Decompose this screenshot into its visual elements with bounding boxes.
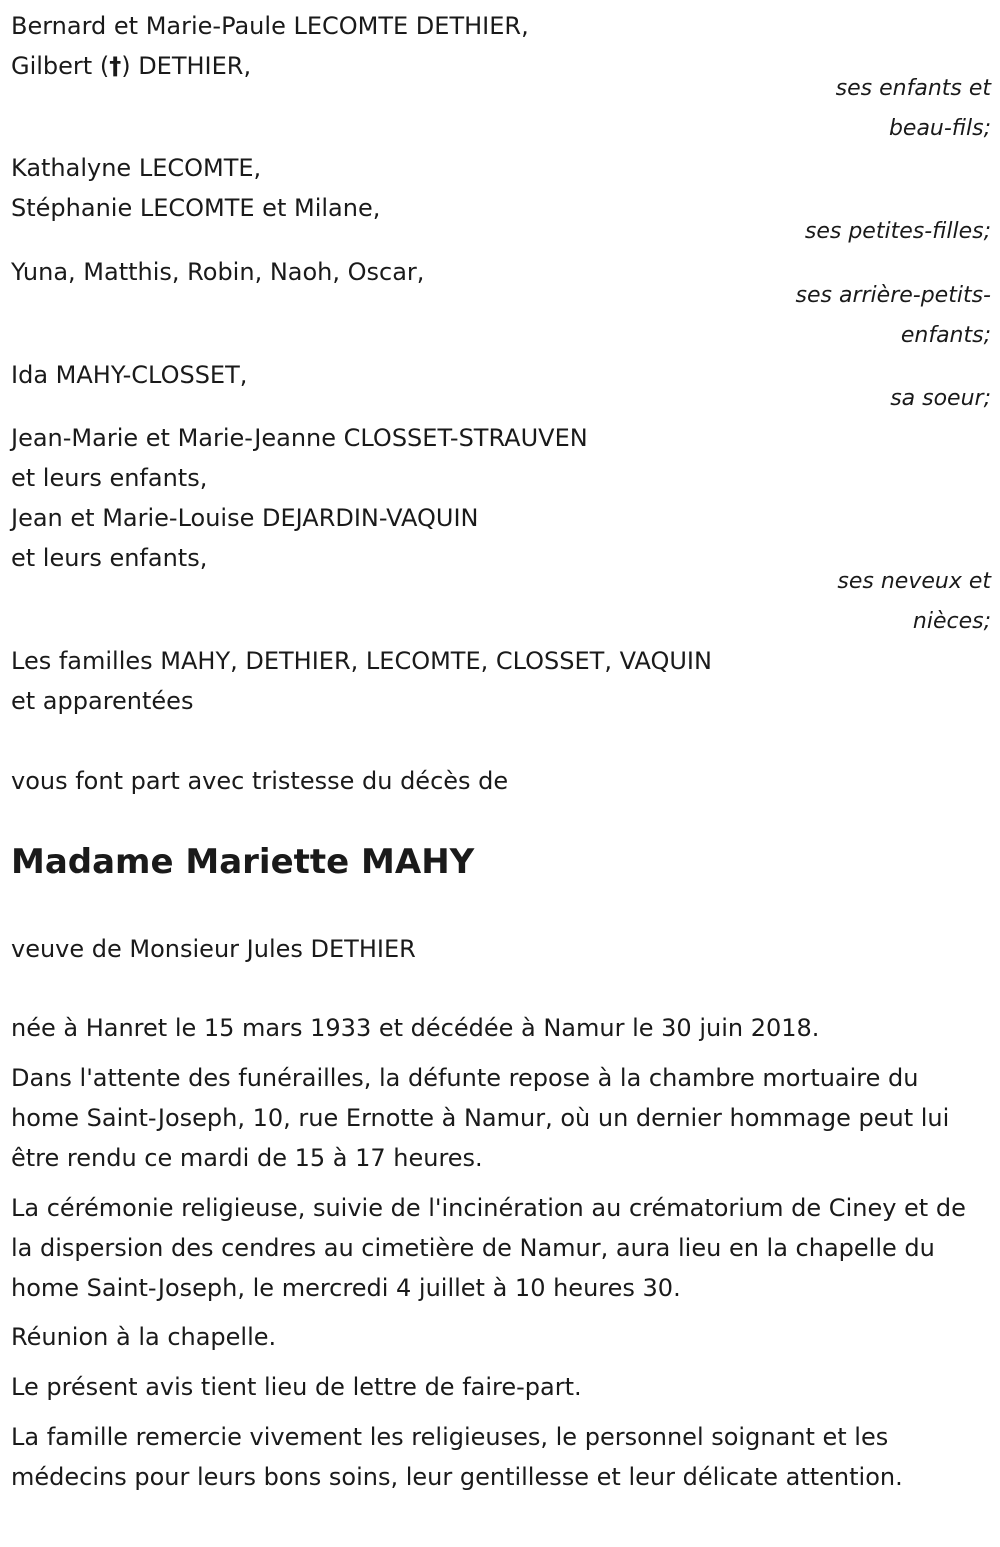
- meeting-paragraph: Réunion à la chapelle.: [11, 1323, 277, 1351]
- nephews-line-2: et leurs enfants,: [11, 464, 208, 492]
- children-line-2-pre: Gilbert (: [11, 52, 110, 80]
- children-relation-line-2: beau-fils;: [888, 116, 991, 141]
- notice-paragraph: Le présent avis tient lieu de lettre de faire-part.: [11, 1373, 582, 1401]
- sister-relation-line: sa soeur;: [890, 386, 991, 411]
- families-line-1: Les familles MAHY, DETHIER, LECOMTE, CLOSSET, VAQUIN: [11, 647, 712, 675]
- families-line-2: et apparentées: [11, 687, 194, 715]
- grandchildren-relation: [11, 212, 991, 252]
- children-line-1: Bernard et Marie-Paule LECOMTE DETHIER,: [11, 12, 529, 40]
- children-line-2-post: ) DETHIER,: [121, 52, 252, 80]
- announcement-intro: [11, 761, 991, 801]
- thanks-paragraph: La famille remercie vivement les religieuses, le personnel soignant et les médecins pour leurs bons soins, leur gentillesse et leur délicate attention.: [11, 1423, 903, 1491]
- grandchildren-relation-line: ses petites-filles;: [804, 219, 991, 244]
- sister-relation: [11, 379, 991, 419]
- grandchildren-line-2: Stéphanie LECOMTE et Milane,: [11, 194, 381, 222]
- families-block: [11, 641, 991, 721]
- deceased-name: Madame Mariette MAHY: [11, 842, 475, 882]
- birth-death-line: née à Hanret le 15 mars 1933 et décédée à Namur le 30 juin 2018.: [11, 1014, 820, 1042]
- nephews-relation-line-2: nièces;: [912, 609, 991, 634]
- widow-block: [11, 929, 991, 969]
- widow-of-line: veuve de Monsieur Jules DETHIER: [11, 935, 416, 963]
- ceremony-paragraph: La cérémonie religieuse, suivie de l'incinération au crématorium de Ciney et de la dispersion des cendres au cimetière de Namur, aura lieu en la chapelle du home Saint-Joseph, le mercredi 4 juillet à 10 heures 30.: [11, 1194, 966, 1302]
- children-relation: [11, 69, 991, 149]
- nephews-block: [11, 418, 991, 578]
- cross-icon: †: [109, 52, 122, 80]
- sister-line-1: Ida MAHY-CLOSSET,: [11, 361, 248, 389]
- greatgrandchildren-relation: [11, 276, 991, 356]
- children-relation-line-1: ses enfants et: [835, 76, 991, 101]
- birth-death-block: [11, 1008, 991, 1048]
- greatgrandchildren-relation-line-2: enfants;: [900, 323, 991, 348]
- viewing-paragraph: Dans l'attente des funérailles, la défunte repose à la chambre mortuaire du home Saint-Joseph, 10, rue Ernotte à Namur, où un dernier hommage peut lui être rendu ce mardi de 15 à 17 heures.: [11, 1064, 950, 1172]
- nephews-line-3: Jean et Marie-Louise DEJARDIN-VAQUIN: [11, 504, 479, 532]
- nephews-relation: [11, 562, 991, 642]
- greatgrandchildren-relation-line-1: ses arrière-petits-: [795, 283, 991, 308]
- nephews-relation-line-1: ses neveux et: [837, 569, 991, 594]
- nephews-line-4: et leurs enfants,: [11, 544, 208, 572]
- nephews-line-1: Jean-Marie et Marie-Jeanne CLOSSET-STRAUVEN: [11, 424, 588, 452]
- intro-line: vous font part avec tristesse du décès de: [11, 767, 509, 795]
- grandchildren-line-1: Kathalyne LECOMTE,: [11, 154, 262, 182]
- greatgrandchildren-line-1: Yuna, Matthis, Robin, Naoh, Oscar,: [11, 258, 425, 286]
- deceased-name-block: [11, 842, 991, 882]
